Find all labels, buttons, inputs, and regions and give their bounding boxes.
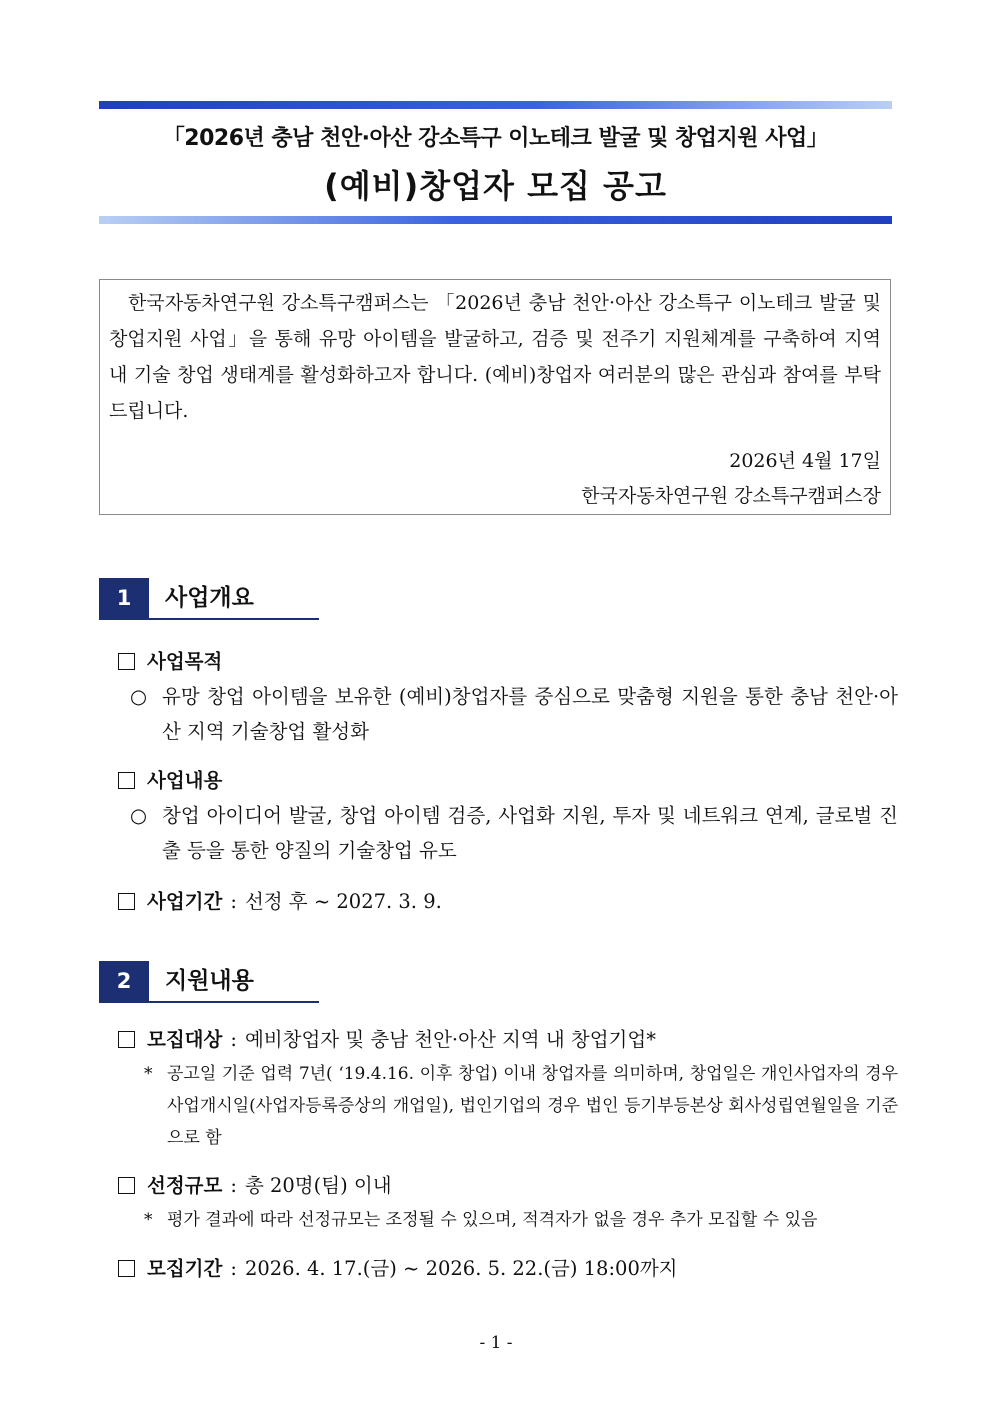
item-label: 선정규모: [147, 1174, 223, 1197]
page-title-line2: (예비)창업자 모집 공고: [324, 167, 667, 205]
asterisk-icon: *: [144, 1064, 153, 1084]
item-business-content: [118, 768, 222, 794]
note-recruit-target: [144, 1058, 898, 1154]
item-value: 예비창업자 및 충남 천안·아산 지역 내 창업기업*: [244, 1028, 656, 1051]
section-1-title: 사업개요: [165, 585, 254, 611]
item-label: 모집대상: [147, 1028, 223, 1051]
bullet-business-content: [130, 798, 898, 868]
checkbox-square-icon: [118, 1177, 135, 1194]
colon-separator: :: [230, 1257, 237, 1280]
item-label: 사업내용: [147, 769, 223, 792]
colon-separator: :: [230, 1028, 237, 1051]
intro-box: [99, 279, 891, 515]
intro-paragraph: [109, 285, 881, 429]
checkbox-square-icon: [118, 893, 135, 910]
section-2-number: 2: [99, 961, 149, 1001]
item-value: 2026. 4. 17.(금) ~ 2026. 5. 22.(금) 18:00까지: [244, 1257, 678, 1280]
checkbox-square-icon: [118, 653, 135, 670]
page-number: - 1 -: [479, 1333, 513, 1353]
item-label: 사업기간: [147, 890, 223, 913]
bullet-business-purpose: [130, 679, 898, 749]
section-1-header: [99, 578, 319, 620]
header-bottom-gradient-bar: [99, 216, 892, 224]
checkbox-square-icon: [118, 1260, 135, 1277]
item-business-purpose: [118, 649, 222, 675]
item-selection-scale: [118, 1173, 392, 1199]
item-recruit-period: [118, 1256, 678, 1282]
intro-signature: 한국자동차연구원 강소특구캠퍼스장: [581, 485, 881, 507]
item-value: 총 20명(팀) 이내: [244, 1174, 392, 1197]
checkbox-square-icon: [118, 1031, 135, 1048]
item-business-period: [118, 889, 442, 915]
item-recruit-target: [118, 1027, 656, 1053]
bullet-text: 창업 아이디어 발굴, 창업 아이템 검증, 사업화 지원, 투자 및 네트워크 연계, 글로벌 진출 등을 통한 양질의 기술창업 유도: [162, 804, 898, 862]
section-2-header: [99, 961, 319, 1003]
section-1-number: 1: [99, 578, 149, 618]
intro-date: 2026년 4월 17일: [729, 450, 881, 472]
note-text: 공고일 기준 업력 7년( ‘19.4.16. 이후 창업) 이내 창업자를 의미하며, 창업일은 개인사업자의 경우 사업개시일(사업자등록증상의 개업일), 법인기업의 경우 법인 등기부등본상 회사성립연월일을 기준으로 함: [167, 1064, 898, 1148]
item-label: 모집기간: [147, 1257, 223, 1280]
intro-paragraph-text: 한국자동차연구원 강소특구캠퍼스는 「2026년 충남 천안·아산 강소특구 이노테크 발굴 및 창업지원 사업」을 통해 유망 아이템을 발굴하고, 검증 및 전주기 지원체계를 구축하여 지역 내 기술 창업 생태계를 활성화하고자 합니다. (예비)창업자 여러분의 많은 관심과 참여를 부탁드립니다.: [109, 292, 881, 422]
section-2-title: 지원내용: [165, 968, 254, 994]
header-top-gradient-bar: [99, 101, 892, 109]
checkbox-square-icon: [118, 772, 135, 789]
item-value: 선정 후 ~ 2027. 3. 9.: [244, 890, 442, 913]
item-label: 사업목적: [147, 650, 223, 673]
asterisk-icon: *: [144, 1210, 153, 1230]
circle-bullet-icon: ○: [130, 685, 148, 708]
note-text: 평가 결과에 따라 선정규모는 조정될 수 있으며, 적격자가 없을 경우 추가 모집할 수 있음: [167, 1210, 818, 1230]
circle-bullet-icon: ○: [130, 804, 148, 827]
bullet-text: 유망 창업 아이템을 보유한 (예비)창업자를 중심으로 맞춤형 지원을 통한 충남 천안·아산 지역 기술창업 활성화: [162, 685, 898, 743]
note-selection-scale: [144, 1204, 898, 1236]
page-title-line1: 「2026년 충남 천안·아산 강소특구 이노테크 발굴 및 창업지원 사업」: [162, 126, 829, 151]
colon-separator: :: [230, 890, 237, 913]
colon-separator: :: [230, 1174, 237, 1197]
